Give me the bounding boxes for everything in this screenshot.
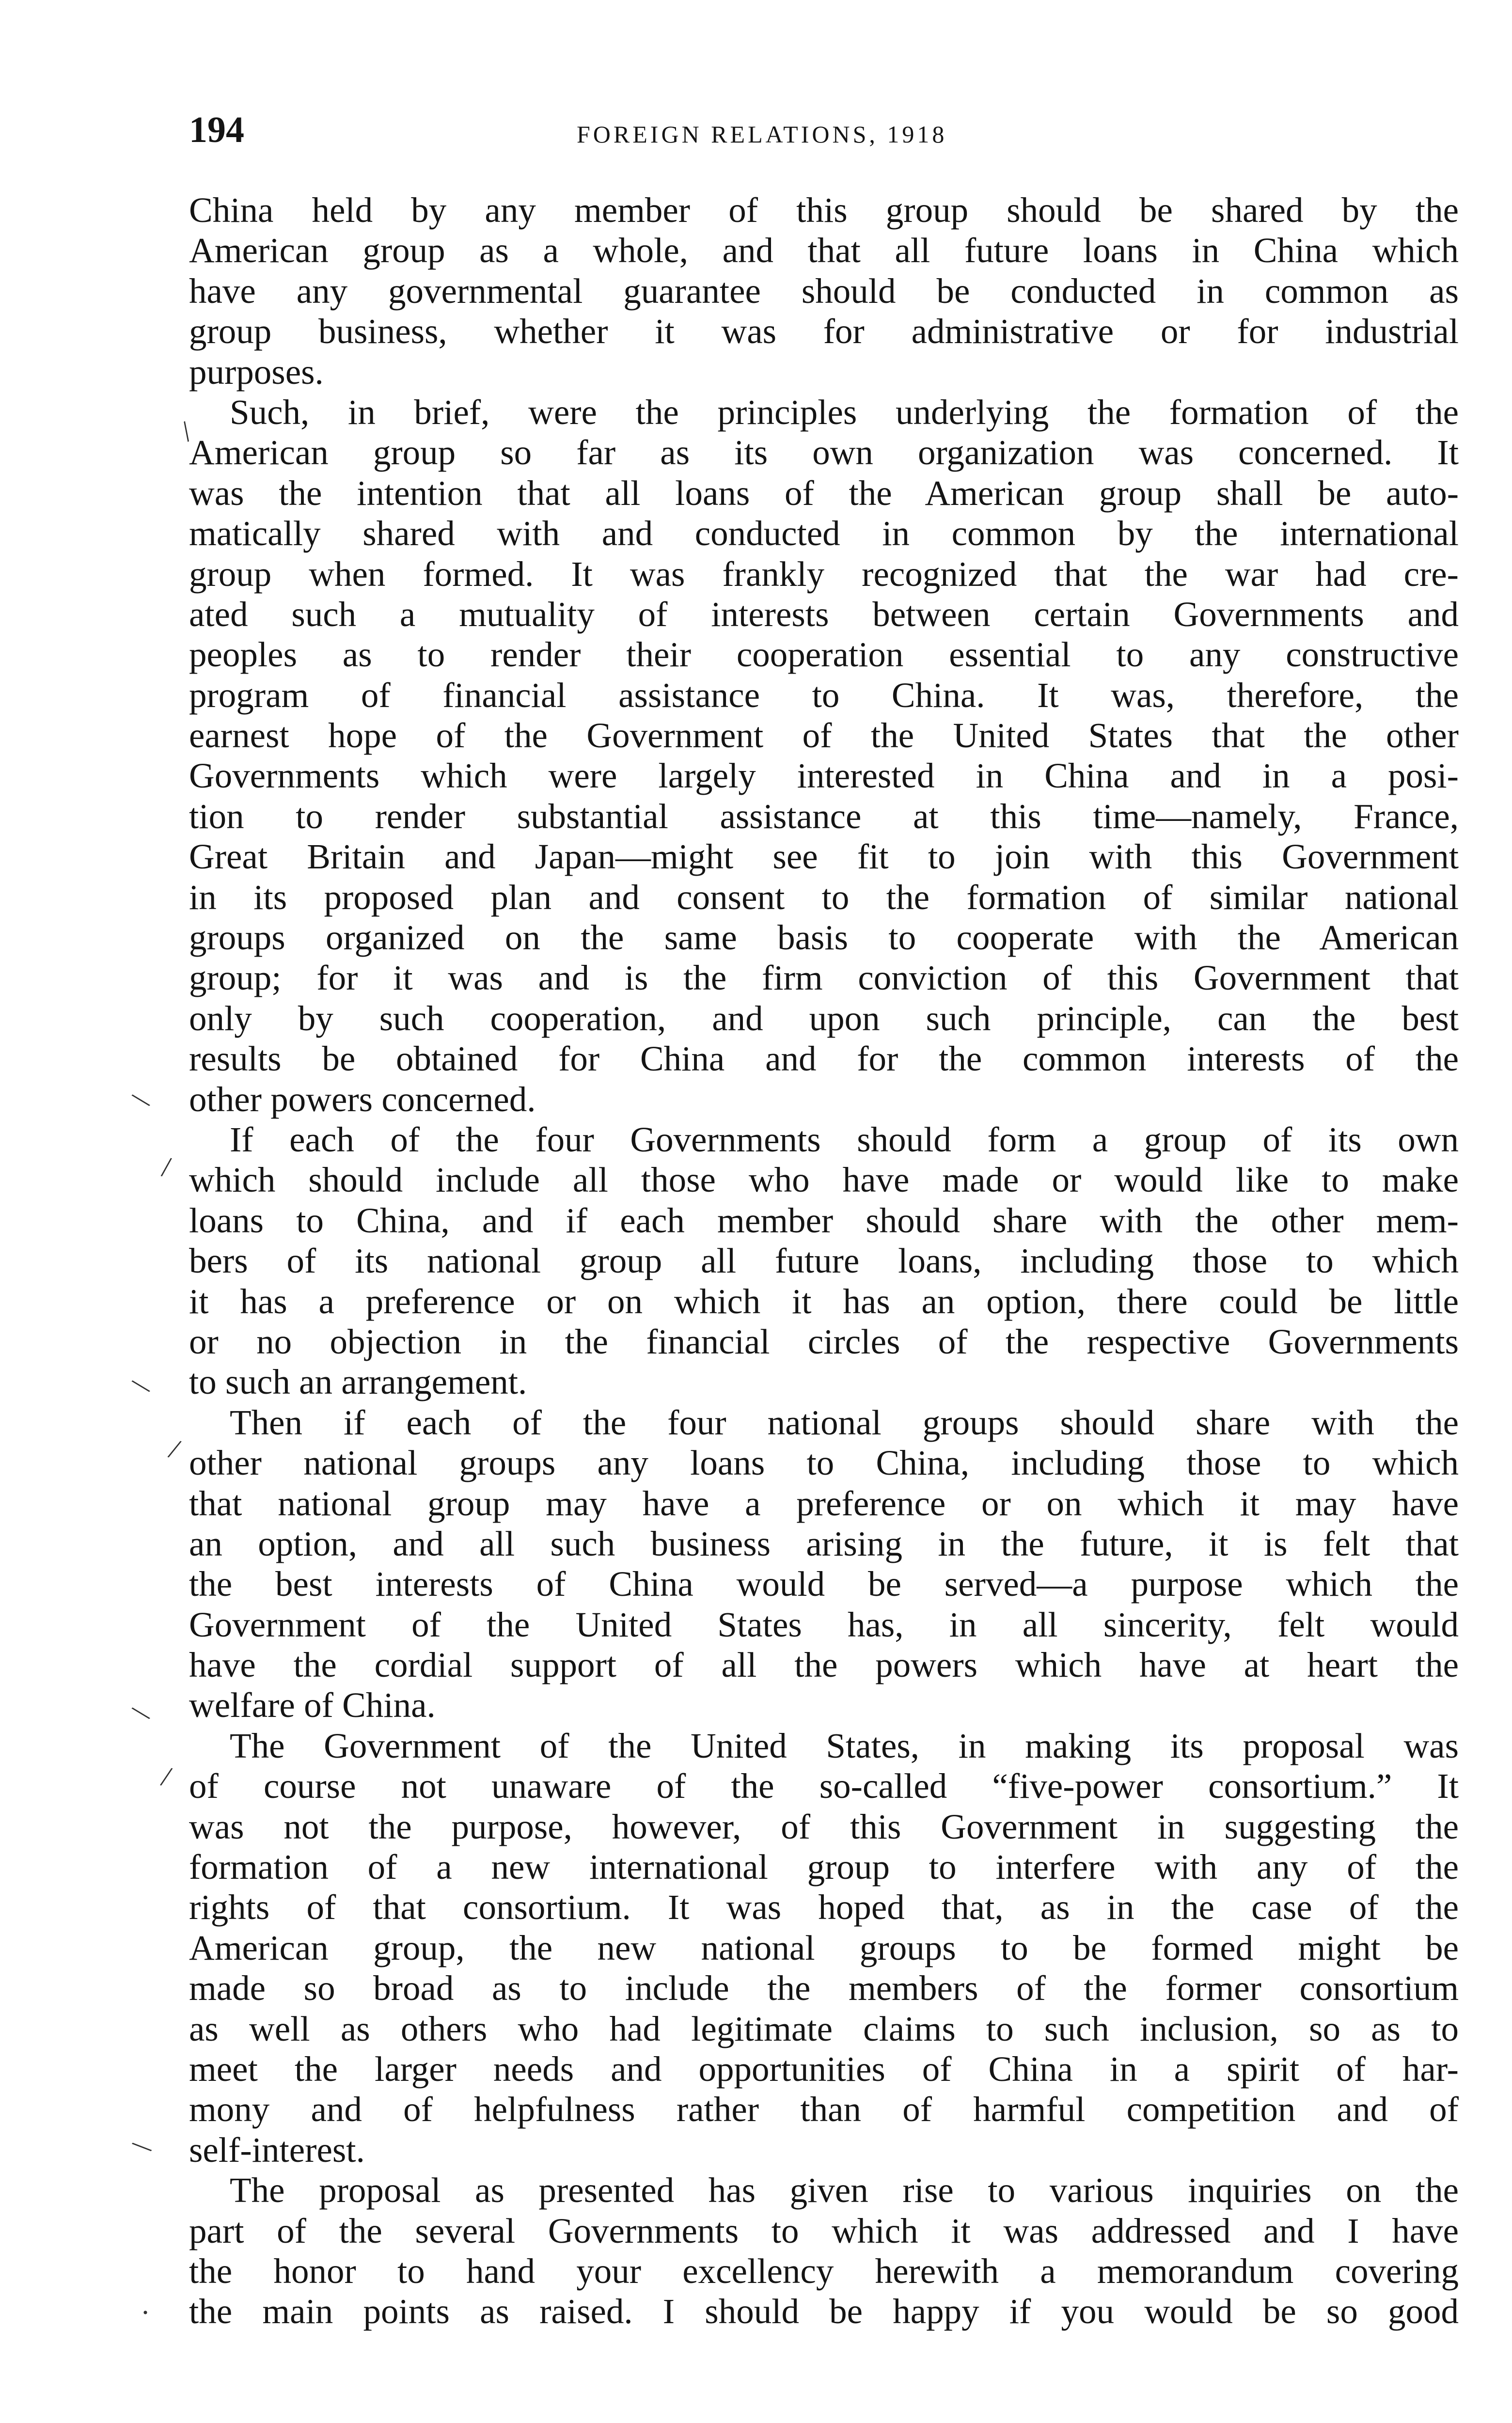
text-line: Great Britain and Japan—might see fit to join with this Government <box>189 837 1459 877</box>
text-line: only by such cooperation, and upon such principle, can the best <box>189 998 1459 1038</box>
text-line: If each of the four Governments should form a group of its own <box>230 1119 1459 1159</box>
text-line: or no objection in the financial circles of the respective Governments <box>189 1322 1459 1361</box>
text-line: Then if each of the four national groups should share with the <box>230 1402 1459 1442</box>
text-line: have the cordial support of all the powers which have at heart the <box>189 1645 1459 1685</box>
pencil-mark-icon: / <box>174 415 198 447</box>
text-line: results be obtained for China and for the common interests of the <box>189 1039 1459 1079</box>
text-line: program of financial assistance to China. It was, therefore, the <box>189 675 1459 715</box>
pencil-mark-icon: \ <box>127 1085 154 1115</box>
text-line: ated such a mutuality of interests between certain Governments and <box>189 594 1459 634</box>
text-line: was the intention that all loans of the American group shall be auto- <box>189 473 1459 513</box>
text-line: bers of its national group all future loans, including those to which <box>189 1241 1459 1281</box>
text-line: groups organized on the same basis to cooperate with the American <box>189 918 1459 958</box>
text-line: an option, and all such business arising in the future, it is felt that <box>189 1524 1459 1563</box>
text-line: American group so far as its own organization was concerned. It <box>189 433 1459 472</box>
text-line: the honor to hand your excellency herewith a memorandum covering <box>189 2251 1459 2291</box>
pencil-mark-icon: \ <box>127 1371 154 1401</box>
text-line: China held by any member of this group should be shared by the <box>189 190 1459 230</box>
text-line: The Government of the United States, in making its proposal was <box>230 1726 1459 1765</box>
text-line: other powers concerned. <box>189 1079 536 1119</box>
text-line: self-interest. <box>189 2130 365 2170</box>
pencil-mark-icon: \ <box>126 2133 157 2160</box>
text-line: to such an arrangement. <box>189 1362 527 1402</box>
text-line: welfare of China. <box>189 1685 436 1725</box>
text-line: purposes. <box>189 352 324 392</box>
running-title: FOREIGN RELATIONS, 1918 <box>577 121 947 148</box>
text-line: matically shared with and conducted in common by the international <box>189 514 1459 553</box>
text-line: that national group may have a preference or on which it may have <box>189 1483 1459 1523</box>
pencil-mark-icon: / <box>158 1760 174 1794</box>
text-line: in its proposed plan and consent to the formation of similar national <box>189 877 1459 917</box>
text-line: group when formed. It was frankly recognized that the war had cre- <box>189 554 1459 594</box>
page-number: 194 <box>189 110 244 150</box>
pencil-mark-icon: · <box>141 2297 150 2329</box>
text-line: earnest hope of the Government of the United States that the other <box>189 716 1459 755</box>
text-line: group; for it was and is the firm conviction of this Government that <box>189 958 1459 998</box>
text-line: tion to render substantial assistance at this time—namely, France, <box>189 796 1459 836</box>
text-line: as well as others who had legitimate claims to such inclusion, so as to <box>189 2009 1459 2048</box>
text-line: it has a preference or on which it has an option, there could be little <box>189 1281 1459 1321</box>
text-line: Governments which were largely interested in China and in a posi- <box>189 756 1459 796</box>
text-line: mony and of helpfulness rather than of harmful competition and of <box>189 2090 1459 2129</box>
text-line: the main points as raised. I should be happy if you would be so good <box>189 2292 1459 2331</box>
text-line: have any governmental guarantee should be conducted in common as <box>189 271 1459 311</box>
text-line: the best interests of China would be served—a purpose which the <box>189 1564 1459 1604</box>
text-line: Government of the United States has, in all sincerity, felt would <box>189 1605 1459 1644</box>
text-line: American group as a whole, and that all future loans in China which <box>189 231 1459 270</box>
pencil-mark-icon: / <box>165 1432 184 1465</box>
pencil-mark-icon: \ <box>127 1698 154 1728</box>
text-line: meet the larger needs and opportunities of China in a spirit of har- <box>189 2049 1459 2089</box>
text-line: of course not unaware of the so-called “five-power consortium.” It <box>189 1766 1459 1806</box>
text-line: which should include all those who have made or would like to make <box>189 1160 1459 1200</box>
text-line: loans to China, and if each member should share with the other mem- <box>189 1200 1459 1240</box>
text-line: part of the several Governments to which it was addressed and I have <box>189 2211 1459 2250</box>
text-line: rights of that consortium. It was hoped that, as in the case of the <box>189 1888 1459 1927</box>
text-line: Such, in brief, were the principles underlying the formation of the <box>230 392 1459 432</box>
body-text <box>189 190 1459 2332</box>
text-line: made so broad as to include the members of the former consortium <box>189 1968 1459 2008</box>
text-line: formation of a new international group to interfere with any of the <box>189 1847 1459 1887</box>
text-line: The proposal as presented has given rise to various inquiries on the <box>230 2171 1459 2210</box>
text-line: peoples as to render their cooperation essential to any constructive <box>189 635 1459 675</box>
pencil-mark-icon: / <box>159 1150 173 1183</box>
text-line: was not the purpose, however, of this Government in suggesting the <box>189 1807 1459 1846</box>
text-line: American group, the new national groups to be formed might be <box>189 1928 1459 1967</box>
text-line: other national groups any loans to China, including those to which <box>189 1443 1459 1483</box>
text-line: group business, whether it was for administrative or for industrial <box>189 312 1459 351</box>
